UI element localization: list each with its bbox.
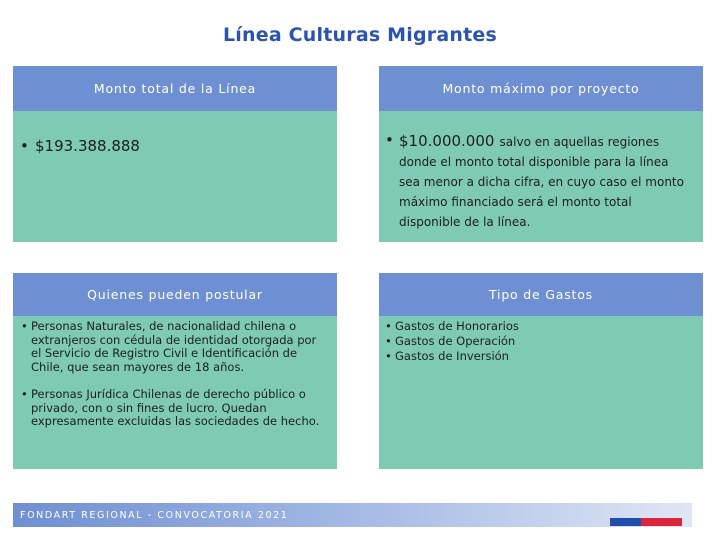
monto-maximo-body xyxy=(379,111,703,242)
footer-bar xyxy=(13,503,692,527)
monto-maximo-item xyxy=(379,131,689,231)
quienes-list xyxy=(19,320,329,429)
quienes-header: Quienes pueden postular xyxy=(13,273,337,316)
quienes-card xyxy=(13,273,337,469)
bullet-icon: • xyxy=(385,131,394,149)
flag-red-stripe xyxy=(641,518,682,526)
tipo-gastos-list xyxy=(383,319,695,364)
list-item: • Gastos de Honorarios xyxy=(383,319,695,334)
monto-total-card xyxy=(13,66,337,242)
tipo-gastos-card xyxy=(379,273,703,469)
monto-total-body xyxy=(13,111,337,242)
tipo-gastos-body xyxy=(379,316,703,469)
quienes-body xyxy=(13,316,337,469)
list-item: • Gastos de Inversión xyxy=(383,349,695,364)
monto-total-amount: • $193.388.888 xyxy=(13,137,337,155)
monto-total-header: Monto total de la Línea xyxy=(13,66,337,111)
flag-blue-stripe xyxy=(610,518,641,526)
monto-maximo-note: salvo en aquellas regiones donde el monto total disponible para la línea sea menor a dicha cifra, en cuyo caso el monto máximo financiado será el monto total disponible de la línea. xyxy=(399,135,684,229)
tipo-gastos-header: Tipo de Gastos xyxy=(379,273,703,316)
monto-maximo-header: Monto máximo por proyecto xyxy=(379,66,703,111)
monto-maximo-card xyxy=(379,66,703,242)
list-item: • Personas Naturales, de nacionalidad chilena o extranjeros con cédula de identidad otorgada por el Servicio de Registro Civil e Identificación de Chile, que sean mayores de 18 años. xyxy=(19,320,329,374)
list-item: • Personas Jurídica Chilenas de derecho público o privado, con o sin fines de lucro. Quedan expresamente excluidas las sociedades de hecho. xyxy=(19,388,329,429)
footer-text: FONDART REGIONAL - CONVOCATORIA 2021 xyxy=(20,510,289,521)
page-title: Línea Culturas Migrantes xyxy=(223,24,497,46)
monto-maximo-list xyxy=(379,131,689,231)
list-item: • Gastos de Operación xyxy=(383,334,695,349)
monto-total-list xyxy=(13,137,337,155)
monto-maximo-amount: $10.000.000 xyxy=(399,132,495,150)
